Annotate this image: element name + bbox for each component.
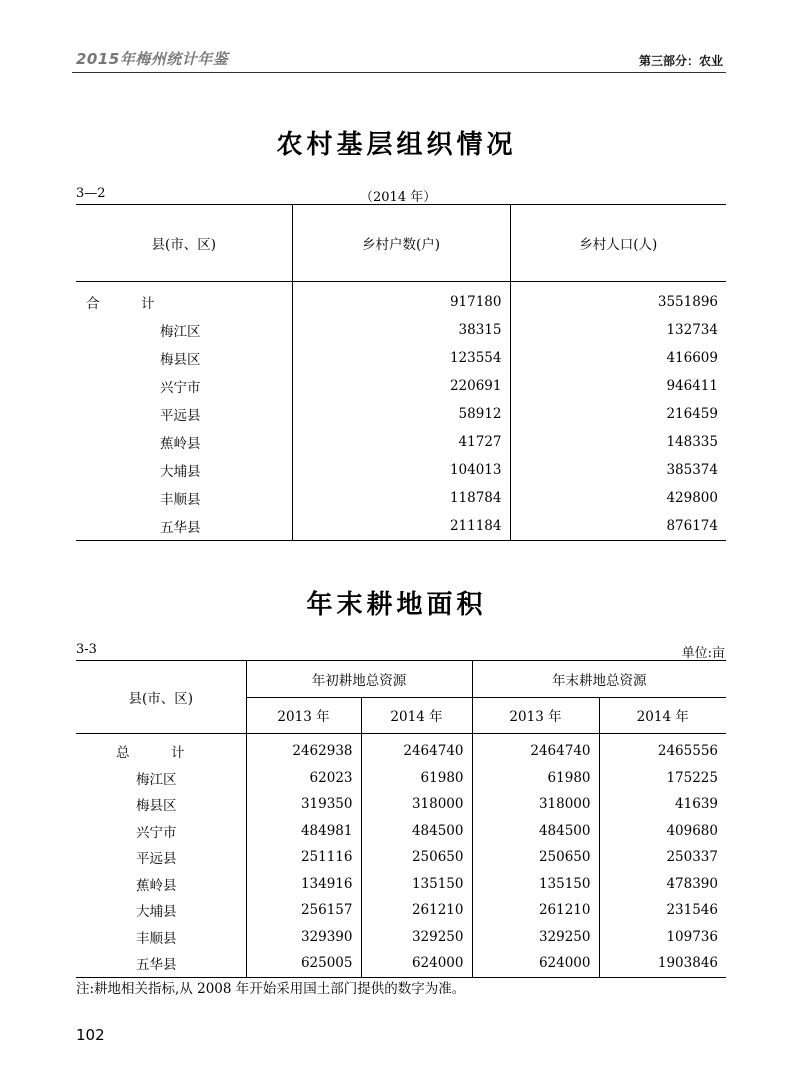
region-name: 梅县区 [160,352,201,368]
population-value: 429800 [510,484,726,512]
col-region: 县(市、区) [76,205,292,282]
table1-title: 农村基层组织情况 [276,130,517,160]
table-row [76,400,726,428]
table2-title: 年末耕地面积 [306,590,487,620]
page-number: 102 [76,1026,105,1044]
table-row [76,897,726,924]
table-row [76,818,726,845]
table1-year: （2014 年） [360,190,437,205]
table-row [76,871,726,898]
table2-unit: 单位:亩 [681,646,725,661]
land-area-value: 318000 [472,791,599,818]
land-area-value: 329250 [361,924,472,951]
population-value: 946411 [510,372,726,400]
land-area-value: 1903846 [599,950,726,977]
region-name: 平远县 [136,851,177,868]
land-area-value: 318000 [361,791,472,818]
land-area-value: 61980 [472,765,599,792]
land-area-value: 484500 [472,818,599,845]
table-row [76,924,726,951]
table-row [76,344,726,372]
land-area-value: 2462938 [246,734,361,765]
households-value: 123554 [292,344,510,372]
region-name: 大埔县 [136,904,177,921]
population-value: 148335 [510,428,726,456]
households-value: 104013 [292,456,510,484]
land-area-value: 329390 [246,924,361,951]
rural-organization-table [76,204,726,541]
table-row [76,484,726,512]
land-area-value: 625005 [246,950,361,977]
footnote: 注:耕地相关指标,从 2008 年开始采用国土部门提供的数字为准。 [76,981,466,997]
households-value: 38315 [292,316,510,344]
land-area-value: 409680 [599,818,726,845]
table-row [76,765,726,792]
region-name: 梅江区 [136,771,177,788]
region-name: 兴宁市 [136,824,177,841]
land-area-value: 250650 [361,844,472,871]
table2-number: 3-3 [76,642,97,657]
region-name: 平远县 [160,408,201,424]
col-region: 县(市、区) [76,661,246,734]
region-name: 梅县区 [136,798,177,815]
land-area-value: 135150 [472,871,599,898]
table-row [76,428,726,456]
table-row [76,282,726,317]
table-row [76,844,726,871]
population-value: 416609 [510,344,726,372]
col-year: 2013 年 [246,697,361,734]
households-value: 118784 [292,484,510,512]
land-area-value: 62023 [246,765,361,792]
households-value: 917180 [292,282,510,317]
population-value: 3551896 [510,282,726,317]
population-value: 132734 [510,316,726,344]
land-area-value: 135150 [361,871,472,898]
group-end-of-year: 年末耕地总资源 [472,661,726,698]
col-population: 乡村人口(人) [510,205,726,282]
region-name: 梅江区 [160,324,201,340]
population-value: 876174 [510,512,726,541]
land-area-value: 256157 [246,897,361,924]
households-value: 41727 [292,428,510,456]
land-area-value: 624000 [361,950,472,977]
group-start-of-year: 年初耕地总资源 [246,661,472,698]
col-year: 2013 年 [472,697,599,734]
land-area-value: 624000 [472,950,599,977]
region-name: 蕉岭县 [136,877,177,894]
households-value: 211184 [292,512,510,541]
households-value: 58912 [292,400,510,428]
table1-number: 3—2 [76,186,106,201]
table-row [76,734,726,765]
region-name: 丰顺县 [160,492,201,508]
region-name: 兴宁市 [160,380,201,396]
col-households: 乡村户数(户) [292,205,510,282]
table-row [76,372,726,400]
table-row [76,316,726,344]
land-area-value: 261210 [361,897,472,924]
land-area-value: 319350 [246,791,361,818]
table-row [76,791,726,818]
col-year: 2014 年 [361,697,472,734]
households-value: 220691 [292,372,510,400]
region-name: 丰顺县 [136,930,177,947]
land-area-value: 61980 [361,765,472,792]
land-area-value: 478390 [599,871,726,898]
region-name: 大埔县 [160,464,201,480]
table2-body [76,734,726,978]
region-name: 总 计 [116,745,199,762]
land-area-value: 2464740 [472,734,599,765]
land-area-value: 231546 [599,897,726,924]
land-area-value: 250337 [599,844,726,871]
land-area-value: 109736 [599,924,726,951]
region-name: 五华县 [136,957,177,974]
population-value: 216459 [510,400,726,428]
land-area-value: 41639 [599,791,726,818]
region-name: 蕉岭县 [160,436,201,452]
population-value: 385374 [510,456,726,484]
land-area-value: 2465556 [599,734,726,765]
land-area-value: 329250 [472,924,599,951]
header-rule [72,72,726,73]
table1-body [76,282,726,541]
table-row [76,950,726,977]
region-name: 合 计 [86,296,169,312]
land-area-value: 250650 [472,844,599,871]
land-area-value: 175225 [599,765,726,792]
cultivated-land-table [76,660,726,978]
table-row [76,512,726,541]
yearbook-title: 2015年梅州统计年鉴 [76,50,229,68]
region-name: 五华县 [160,520,201,536]
land-area-value: 134916 [246,871,361,898]
land-area-value: 2464740 [361,734,472,765]
land-area-value: 251116 [246,844,361,871]
land-area-value: 484981 [246,818,361,845]
table-row [76,456,726,484]
land-area-value: 484500 [361,818,472,845]
land-area-value: 261210 [472,897,599,924]
col-year: 2014 年 [599,697,726,734]
section-label: 第三部分：农业 [638,54,723,68]
